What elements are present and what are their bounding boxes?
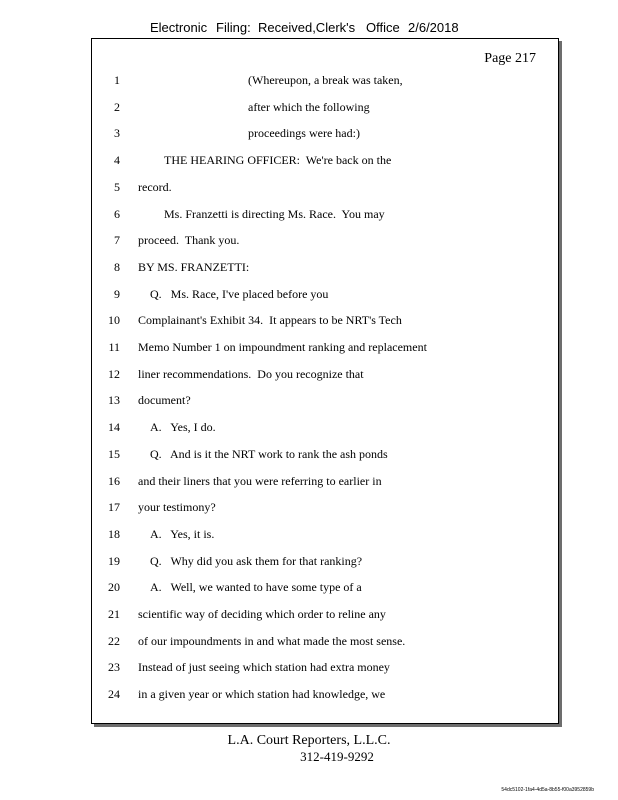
line-number: 10 [108,313,120,328]
page-number: Page 217 [484,51,536,66]
footer-company: L.A. Court Reporters, L.L.C. [227,733,391,748]
header-word-electronic: Electronic [150,20,208,35]
transcript-line [92,313,552,331]
line-number: 12 [108,366,120,381]
line-number: 18 [108,526,120,541]
line-text: proceed. Thank you. [138,233,240,248]
transcript-line [92,393,552,411]
line-text: proceedings were had:) [248,126,360,141]
line-text: (Whereupon, a break was taken, [248,73,403,87]
line-text: Ms. Franzetti is directing Ms. Race. You may [164,206,385,221]
document-id: 54dc5102-1fa4-4d5a-8b55-f00a3952859b [501,787,594,793]
line-number: 1 [114,73,120,87]
line-text: liner recommendations. Do you recognize that [138,366,364,381]
transcript-line [92,634,552,652]
line-number: 15 [108,446,120,461]
footer-phone: 312-419-9292 [300,749,374,764]
line-text: Q. And is it the NRT work to rank the ash ponds [150,446,388,461]
line-number: 6 [114,206,120,221]
transcript-line [92,153,552,171]
line-number: 17 [108,500,120,515]
transcript-line [92,340,552,358]
transcript-line [92,580,552,598]
transcript-line [92,474,552,492]
line-text: A. Yes, I do. [150,420,216,435]
line-text: Instead of just seeing which station had extra money [138,660,390,675]
transcript-line [92,207,552,225]
line-number: 3 [114,126,120,141]
line-text: Q. Ms. Race, I've placed before you [150,286,329,301]
header-word-office: Office [366,20,400,35]
line-text: document? [138,393,191,408]
line-number: 8 [114,259,120,274]
transcript-line [92,607,552,625]
line-number: 14 [108,420,120,435]
line-number: 24 [108,687,120,702]
transcript-line [92,233,552,251]
line-number: 20 [108,580,120,595]
transcript-line [92,420,552,438]
line-text: your testimony? [138,500,216,515]
transcript-line [92,500,552,518]
line-number: 16 [108,473,120,488]
line-text: and their liners that you were referring to earlier in [138,473,382,488]
line-text: Q. Why did you ask them for that ranking? [150,553,363,568]
line-text: BY MS. FRANZETTI: [138,259,250,274]
transcript-line [92,100,552,118]
transcript-line [92,73,552,91]
line-number: 22 [108,633,120,648]
line-text: THE HEARING OFFICER: We're back on the [164,153,392,168]
line-number: 21 [108,607,120,621]
transcript-line [92,180,552,198]
transcript-line [92,367,552,385]
line-number: 4 [114,153,120,168]
line-number: 19 [108,553,120,568]
transcript-line [92,687,552,705]
line-text: A. Yes, it is. [150,526,215,541]
line-number: 13 [108,393,120,408]
transcript-line [92,554,552,572]
line-number: 5 [114,179,120,194]
line-number: 2 [114,99,120,114]
line-text: Complainant's Exhibit 34. It appears to be NRT's Tech [138,313,402,328]
line-number: 23 [108,660,120,675]
line-text: scientific way of deciding which order to reline any [138,607,386,621]
line-text: after which the following [248,99,370,114]
header-date: 2/6/2018 [408,20,459,35]
header-word-filing: Filing: [216,20,251,35]
transcript-line [92,660,552,678]
transcript-line [92,287,552,305]
transcript-page-frame [91,38,559,724]
header-word-received: Received,Clerk's [258,20,356,35]
line-text: in a given year or which station had knowledge, we [138,687,386,702]
transcript-line [92,527,552,545]
line-number: 7 [114,233,120,248]
transcript-line [92,126,552,144]
line-text: record. [138,179,172,194]
transcript-line [92,260,552,278]
line-text: of our impoundments in and what made the most sense. [138,633,406,648]
line-number: 9 [114,286,120,301]
line-number: 11 [108,340,120,354]
line-text: A. Well, we wanted to have some type of a [150,580,362,595]
transcript-line [92,447,552,465]
line-text: Memo Number 1 on impoundment ranking and replacement [138,340,427,354]
